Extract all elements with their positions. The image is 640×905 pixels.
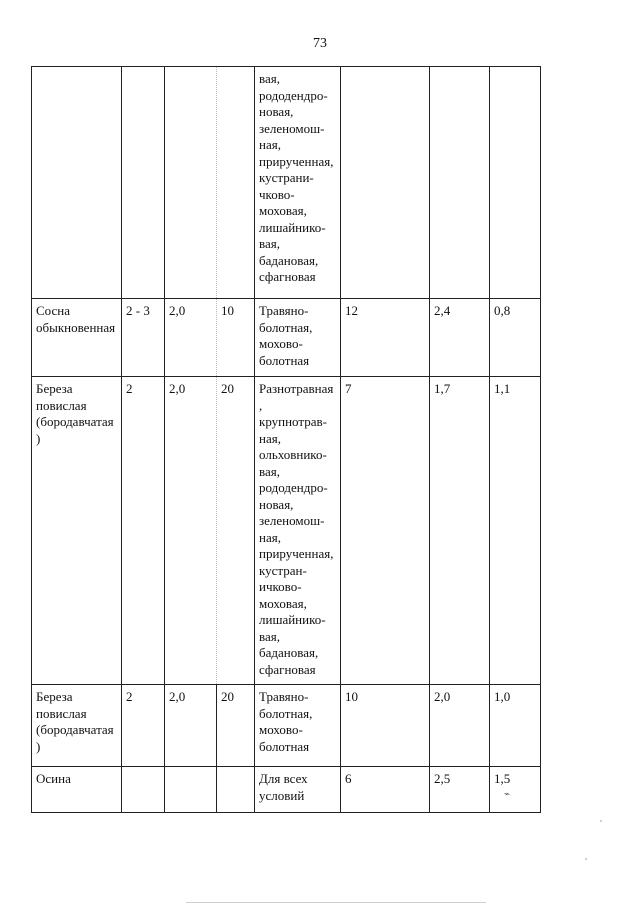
value-cell — [341, 67, 430, 299]
scan-mark-icon: ⌁ — [504, 789, 511, 800]
scan-speck — [585, 858, 587, 860]
height-cell: 2,0 — [165, 377, 217, 685]
value-cell: 0,8 — [490, 299, 541, 377]
value-cell: 1,5 — [490, 767, 541, 813]
scan-edge-line — [186, 902, 486, 903]
diameter-cell — [217, 767, 255, 813]
diameter-cell: 10 — [217, 299, 255, 377]
forest-type-cell: Для всех условий — [255, 767, 341, 813]
value-cell: 2,5 — [430, 767, 490, 813]
value-cell: 10 — [341, 685, 430, 767]
value-cell: 2,0 — [430, 685, 490, 767]
value-cell — [430, 67, 490, 299]
value-cell: 2,4 — [430, 299, 490, 377]
age-class-cell: 2 — [122, 685, 165, 767]
forest-type-cell: вая, рододендро- новая, зеленомош- ная, прирученная, кустрани- чково- моховая, лишайнико- вая, бадановая, сфагновая — [255, 67, 341, 299]
forest-type-cell: Травяно- болотная, мохово- болотная — [255, 685, 341, 767]
species-cell: Сосна обыкновенная — [32, 299, 122, 377]
table-row — [32, 67, 541, 299]
value-cell: 1,0 — [490, 685, 541, 767]
height-cell: 2,0 — [165, 299, 217, 377]
height-cell — [165, 67, 217, 299]
age-class-cell — [122, 67, 165, 299]
forest-type-cell: Травяно- болотная, мохово- болотная — [255, 299, 341, 377]
scan-speck — [600, 820, 602, 822]
age-class-cell: 2 — [122, 377, 165, 685]
species-cell: Береза повислая (бородавчатая) — [32, 377, 122, 685]
table-row — [32, 377, 541, 685]
forest-type-cell: Разнотравная, крупнотрав- ная, ольховнико- вая, рододендро- новая, зеленомош- ная, прирученная, кустран- ичково- моховая, лишайнико- вая, бадановая, сфагновая — [255, 377, 341, 685]
value-cell: 1,7 — [430, 377, 490, 685]
species-cell: Береза повислая (бородавчатая) — [32, 685, 122, 767]
value-cell — [490, 67, 541, 299]
height-cell: 2,0 — [165, 685, 217, 767]
forest-data-table — [31, 66, 541, 813]
diameter-cell: 20 — [217, 377, 255, 685]
value-cell: 6 — [341, 767, 430, 813]
species-cell — [32, 67, 122, 299]
height-cell — [165, 767, 217, 813]
diameter-cell: 20 — [217, 685, 255, 767]
table-row — [32, 767, 541, 813]
value-cell: 7 — [341, 377, 430, 685]
table-row — [32, 685, 541, 767]
diameter-cell — [217, 67, 255, 299]
value-cell: 1,1 — [490, 377, 541, 685]
species-cell: Осина — [32, 767, 122, 813]
page-number: 73 — [313, 36, 327, 51]
age-class-cell — [122, 767, 165, 813]
age-class-cell: 2 - 3 — [122, 299, 165, 377]
table-row — [32, 299, 541, 377]
value-cell: 12 — [341, 299, 430, 377]
